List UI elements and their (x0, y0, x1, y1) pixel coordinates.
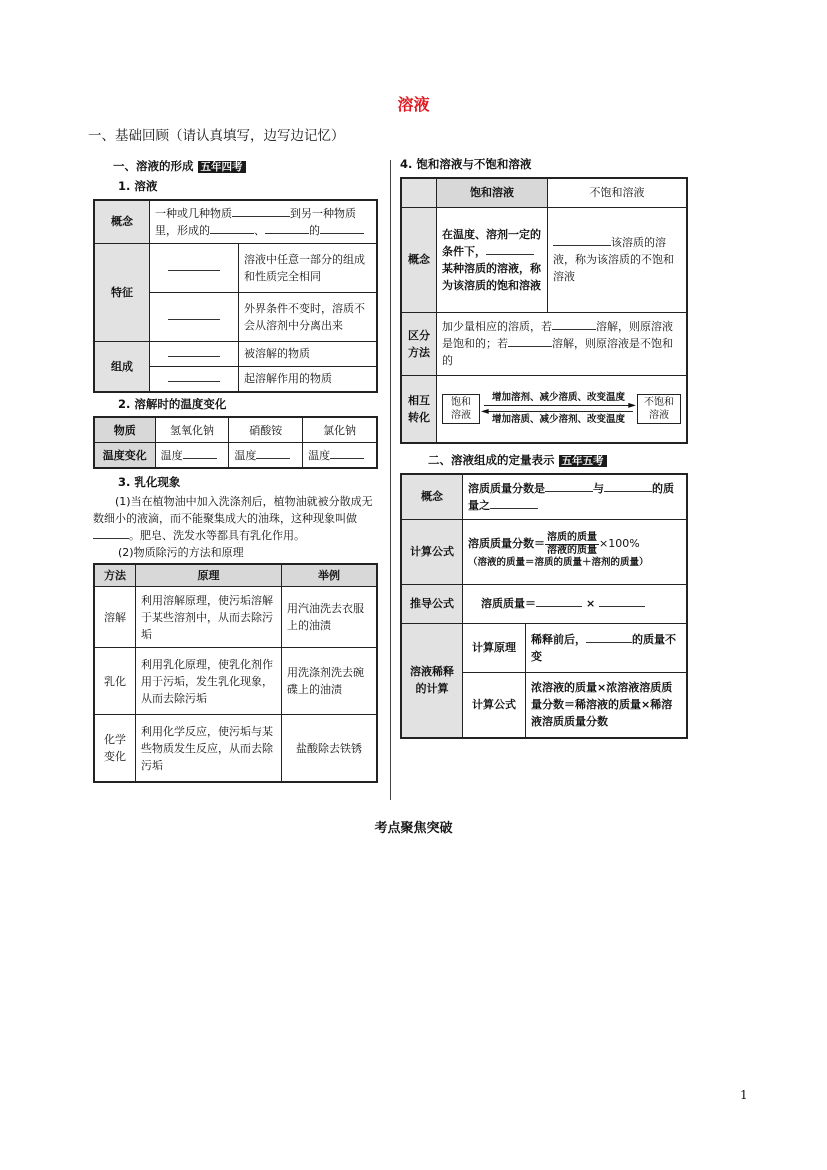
derive-b: × (586, 597, 596, 611)
temperature-subheading: 2. 溶解时的温度变化 (118, 396, 227, 411)
blank (93, 538, 129, 539)
saturated-header: 饱和溶液 (437, 178, 548, 208)
concept-cell (150, 200, 378, 244)
conc-concept-a: 溶质质量分数是 (468, 481, 545, 495)
conv-label: 相互转化 (401, 375, 437, 443)
section-2-title: 二、溶液组成的定量表示 (428, 452, 555, 467)
temp-header-1: 氢氧化钠 (155, 417, 229, 443)
blank (553, 245, 611, 246)
temp-cell-text: 温度 (234, 448, 257, 462)
clean-example: 用洗涤剂洗去碗碟上的油渍 (282, 648, 378, 715)
unsat-concept (548, 207, 688, 312)
emulsion-paragraph (93, 493, 378, 544)
clean-method: 化学变化 (94, 715, 136, 783)
concept-text-2: 到另一种物质里，形成的 (155, 206, 356, 237)
blank (486, 254, 534, 255)
temp-cell-text: 温度 (308, 448, 331, 462)
saturation-corner (401, 178, 437, 208)
dist-cell (437, 312, 688, 375)
blank (508, 346, 552, 347)
blank (536, 606, 582, 607)
sat-concept-a: 在温度、溶剂一定的条件下， (442, 227, 541, 258)
right-column (400, 156, 688, 739)
temp-header-3: 氯化钠 (303, 417, 377, 443)
conc-concept-c: 的质量之 (468, 481, 674, 512)
clean-principle: 利用溶解原理，使污垢溶解于某些溶剂中，从而去除污垢 (136, 587, 282, 648)
clean-principle: 利用乳化原理，使乳化剂作用于污垢，发生乳化现象，从而去除污垢 (136, 648, 282, 715)
clean-principle: 利用化学反应，使污垢与某些物质发生反应，从而去除污垢 (136, 715, 282, 783)
feature-blank-1 (150, 243, 239, 292)
blank (320, 233, 364, 234)
dist-a: 加少量相应的溶质，若 (442, 320, 552, 334)
solution-subheading: 1. 溶液 (118, 178, 158, 193)
feature-blank-2 (150, 292, 239, 341)
temp-cell-text: 温度 (160, 448, 183, 462)
solution-table (93, 199, 378, 393)
blank (168, 319, 220, 320)
concept-text-4: 的 (309, 223, 320, 237)
unsat-concept-a: 该溶质的溶液，称为该溶质的不饱和溶液 (553, 236, 674, 284)
clean-method: 乳化 (94, 648, 136, 715)
principle-cell (526, 623, 688, 672)
composition-2: 起溶解作用的物质 (239, 366, 378, 392)
composition-1: 被溶解的物质 (239, 341, 378, 366)
cleaning-subheading: (2)物质除污的方法和原理 (118, 546, 244, 560)
arrow-left-icon: ◄ (484, 411, 633, 412)
concept-text-3: 、 (254, 223, 265, 237)
formula-label: 计算公式 (463, 672, 526, 738)
section-heading-key-points: 考点聚焦突破 (374, 821, 453, 836)
calc-b: ×100% (599, 537, 640, 551)
blank (604, 491, 652, 492)
section-1-tag: 五年四考 (198, 161, 246, 173)
concept-text-1: 一种或几种物质 (155, 206, 232, 220)
concentration-table (400, 473, 688, 739)
blank (545, 491, 593, 492)
blank (599, 606, 645, 607)
clean-header-2: 举例 (282, 564, 378, 587)
sat-concept-b: 某种溶质的溶液，称为该溶质的饱和溶液 (442, 261, 541, 292)
left-column (93, 158, 378, 783)
feature-label: 特征 (94, 243, 150, 341)
unsaturated-header: 不饱和溶液 (548, 178, 688, 208)
emulsion-text: (1)当在植物油中加入洗涤剂后，植物油就被分散成无数细小的液滴，而不能聚集成大的油珠，这种现象叫做 (93, 495, 373, 526)
composition-label: 组成 (94, 341, 150, 392)
dilute-label: 溶液稀释的计算 (401, 623, 463, 738)
blank (232, 216, 290, 217)
blank (210, 233, 254, 234)
arrow-right-icon: ► (484, 405, 633, 406)
temp-row-label: 温度变化 (94, 443, 155, 469)
concept-label: 概念 (94, 200, 150, 244)
calc-a: 溶质质量分数＝ (468, 537, 545, 551)
blank (490, 508, 538, 509)
fraction-top: 溶质的质量 (547, 532, 597, 544)
blank (168, 356, 220, 357)
temp-cell (303, 443, 377, 469)
blank (168, 381, 220, 382)
blank (256, 458, 290, 459)
sat-concept-label: 概念 (401, 207, 437, 312)
temp-header-0: 物质 (94, 417, 155, 443)
derive-label: 推导公式 (401, 584, 463, 623)
section-1-title: 一、溶液的形成 (113, 159, 194, 173)
blank (330, 458, 364, 459)
emulsion-text-end: 。肥皂、洗发水等都具有乳化作用。 (129, 529, 305, 543)
saturated-subheading: 4. 饱和溶液与不饱和溶液 (400, 157, 532, 171)
saturated-box: 饱和溶液 (442, 394, 480, 424)
arrow-bottom-label: 增加溶质、减少溶剂、改变温度 (491, 414, 625, 426)
blank (183, 458, 217, 459)
principle-b: 的质量不变 (531, 632, 676, 663)
page-title: 溶液 (397, 95, 430, 114)
formula-cell: 浓溶液的质量×浓溶液溶质质量分数＝稀溶液的质量×稀溶液溶质质量分数 (526, 672, 688, 738)
arrow-top-label: 增加溶剂、减少溶质、改变温度 (491, 391, 625, 403)
blank (552, 329, 596, 330)
saturation-table (400, 177, 688, 444)
section-1-heading (113, 158, 378, 176)
blank (265, 233, 309, 234)
principle-a: 稀释前后， (531, 632, 586, 646)
unsaturated-box: 不饱和溶液 (637, 394, 681, 424)
temp-cell (155, 443, 229, 469)
section-2-heading (428, 452, 688, 470)
temperature-table (93, 416, 378, 469)
derive-cell (463, 584, 688, 623)
conc-concept-b: 与 (593, 481, 604, 495)
temp-header-2: 硝酸铵 (229, 417, 303, 443)
clean-example: 盐酸除去铁锈 (282, 715, 378, 783)
clean-method: 溶解 (94, 587, 136, 648)
blank (168, 270, 220, 271)
conc-concept-label: 概念 (401, 474, 463, 520)
dist-c: 溶解，则原溶液是不饱和的 (442, 337, 673, 368)
emulsion-subheading: 3. 乳化现象 (118, 475, 181, 490)
clean-header-1: 原理 (136, 564, 282, 587)
blank (586, 642, 632, 643)
dist-label: 区分方法 (401, 312, 437, 375)
page-number: 1 (740, 1088, 748, 1102)
derive-a: 溶质质量＝ (481, 597, 536, 611)
conv-cell (437, 375, 688, 443)
comp-blank-2 (150, 366, 239, 392)
column-divider (390, 160, 391, 800)
section-2-tag: 五年五考 (559, 455, 607, 467)
feature-1: 溶液中任意一部分的组成和性质完全相同 (239, 243, 378, 292)
fraction (545, 532, 599, 556)
cleaning-table (93, 563, 378, 783)
conc-concept (463, 474, 688, 520)
review-heading: 一、基础回顾（请认真填写，边写边记忆） (88, 128, 345, 144)
comp-blank-1 (150, 341, 239, 366)
clean-example: 用汽油洗去衣服上的油渍 (282, 587, 378, 648)
clean-header-0: 方法 (94, 564, 136, 587)
sat-concept (437, 207, 548, 312)
principle-label: 计算原理 (463, 623, 526, 672)
dist-b: 溶解，则原溶液是饱和的；若 (442, 320, 673, 351)
feature-2: 外界条件不变时，溶质不会从溶剂中分离出来 (239, 292, 378, 341)
calc-label: 计算公式 (401, 519, 463, 584)
calc-note: （溶液的质量＝溶质的质量＋溶剂的质量） (468, 557, 649, 569)
calc-cell (463, 519, 688, 584)
fraction-bottom: 溶液的质量 (547, 544, 597, 556)
temp-cell (229, 443, 303, 469)
